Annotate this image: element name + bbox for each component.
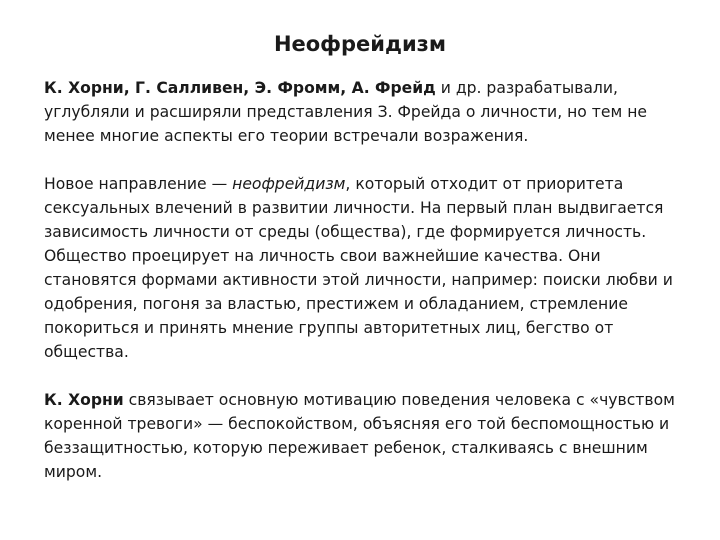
paragraph-2-text: , который отходит от приоритета сексуальных влечений в развитии личности. На первый план выдвигается зависимость личности от среды (общества), где формируется личность. Общество проецирует на личность свои важнейшие качества. Они становятся формами активности этой личности, например: поиски любви и одобрения, погоня за властью, престижем и обладанием, стремление покориться и принять мнение группы авторитетных лиц, бегство от общества. [44, 175, 673, 361]
neofreudism-term: неофрейдизм [232, 175, 346, 193]
paragraph-1 [44, 76, 694, 148]
paragraph-3 [44, 388, 694, 484]
paragraph-3-text: связывает основную мотивацию поведения человека с «чувством коренной тревоги» — беспокойством, объясняя его той беспомощностью и беззащитностью, которую переживает ребенок, сталкиваясь с внешним миром. [44, 391, 675, 481]
horney-name: К. Хорни [44, 391, 124, 409]
author-names: К. Хорни, Г. Салливен, Э. Фромм, А. Фрейд [44, 79, 436, 97]
paragraph-2-intro: Новое направление — [44, 175, 233, 193]
paragraph-1-text: и др. разрабатывали, углубляли и расширяли представления З. Фрейда о личности, но тем не менее многие аспекты его теории встречали возражения. [44, 79, 647, 145]
slide-title: Неофрейдизм [273, 32, 447, 56]
paragraph-2 [44, 172, 694, 364]
slide-body [44, 76, 694, 484]
